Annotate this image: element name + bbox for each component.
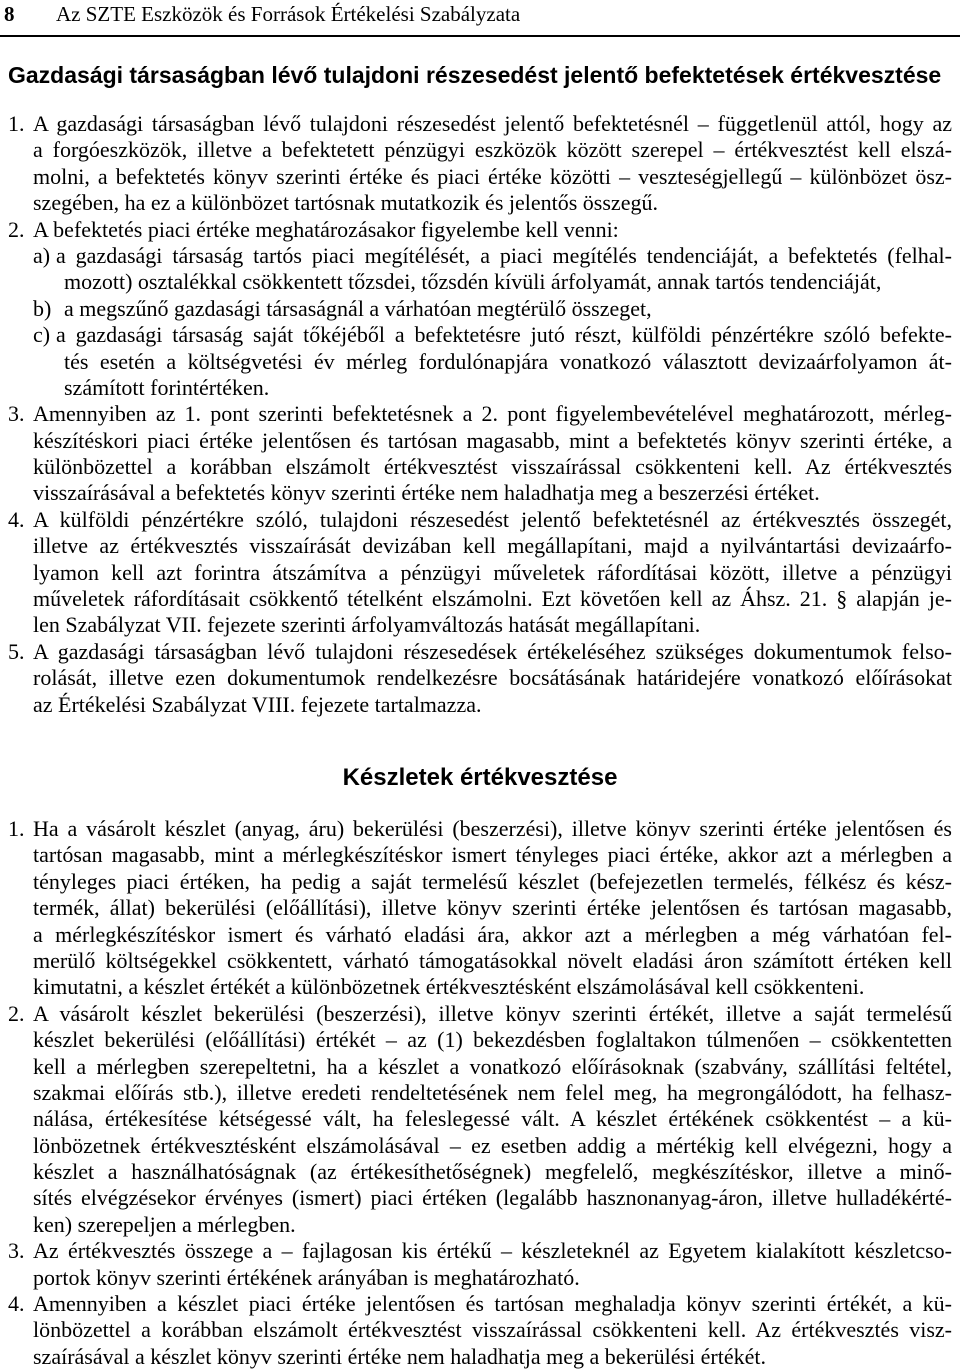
text-line: kell a mérlegben szerepeltetni, ha a készlet a vonatkozó előírásoknak (szabvány, szállítási feltétel,	[33, 1053, 952, 1079]
sub-item-label: c)	[33, 322, 51, 348]
text-line: A gazdasági társaságban lévő tulajdoni részesedést jelentő befektetésnél – függetlenül attól, hogy az	[33, 111, 952, 136]
text-line: mozott) osztalékkal csökkentett tőzsdei, tőzsdén kívüli árfolyamát, annak tartós tendenciáját,	[64, 269, 882, 295]
text-line: A vásárolt készlet bekerülési (beszerzési), illetve könyv szerinti értékét, illetve a saját termelésű	[33, 1000, 952, 1026]
sub-item-label: b)	[33, 295, 52, 321]
page-number: 8	[4, 2, 15, 26]
text-line: szakmai előírás stb.), illetve eredeti rendeltetésének nem felel meg, ha megrongálódott, ha felhasz-	[33, 1079, 952, 1105]
text-line: lönbözettel a korábban elszámolt értékvesztést visszaírással csökkenteni kell. Az értékvesztés visz-	[33, 1317, 952, 1343]
text-line: ken) szerepeljen a mérlegben.	[33, 1211, 296, 1237]
item-number: 4.	[8, 506, 25, 532]
text-line: A gazdasági társaságban lévő tulajdoni részesedések értékeléséhez szükséges dokumentumok felso-	[33, 638, 952, 664]
text-line: visszaírásával a befektetés könyv szerinti értéke nem haladhatja meg a beszerzési értéket.	[33, 480, 820, 506]
text-line: Amennyiben az 1. pont szerinti befektetésnek a 2. pont figyelembevételével meghatározott, mérleg-	[33, 401, 952, 427]
text-line: készlet bekerülési (előállítási) értékét – az (1) bekezdésben foglaltakon túlmenően – csökkentetten	[33, 1027, 952, 1053]
text-line: különbözettel a korábban elszámolt értékvesztést visszaírással csökkenteni kell. Az értékvesztés	[33, 454, 952, 480]
sub-item	[33, 322, 952, 401]
section-body	[0, 816, 960, 1370]
text-line: nálása, értékesítése kétségessé vált, ha feleslegessé vált. A készlet értékének csökkentést – a kü-	[33, 1106, 952, 1132]
item-number: 1.	[8, 111, 25, 136]
item-number: 3.	[8, 401, 25, 427]
item-number: 5.	[8, 638, 25, 664]
section-title: Készletek értékvesztése	[342, 764, 618, 791]
text-line: Ha a vásárolt készlet (anyag, áru) bekerülési (beszerzési), illetve könyv szerinti értéke jelentősen és	[33, 816, 952, 841]
numbered-item	[8, 638, 952, 718]
text-line: len Szabályzat VII. fejezete szerinti árfolyamváltozás hatását megállapítani.	[33, 612, 701, 638]
text-line: a gazdasági társaság tartós piaci megítélését, a piaci megítélés tendenciáját, a befektetés (felhal-	[56, 242, 952, 268]
numbered-item	[8, 401, 952, 507]
text-line: illetve az értékvesztés visszaírását devizában kell megállapítani, majd a nyilvántartási devizaárfo-	[33, 533, 952, 559]
text-line: a gazdasági társaság saját tőkéjéből a befektetésre jutó részt, külföldi pénzértékre szóló befekte-	[56, 322, 952, 348]
numbered-item	[8, 216, 952, 402]
item-number: 2.	[8, 1000, 25, 1026]
text-line: A külföldi pénzértékre szóló, tulajdoni részesedést jelentő befektetésnél az értékvesztés összegét,	[33, 506, 952, 532]
text-line: a forgóeszközök, illetve a befektetett pénzügyi eszközök között szerepel – értékvesztést kell elszá-	[33, 137, 952, 163]
text-line: termék, állat) bekerülési (előállítási), illetve könyv szerinti értéke jelentősen és tartósan magasabb,	[33, 895, 952, 921]
text-line: kimutatni, a készlet értékét a különbözetnek értékvesztésként elszámolásával kell csökkenteni.	[33, 974, 865, 1000]
text-line: tartósan magasabb, mint a mérlegkészítéskor ismert tényleges piaci értéke, akkor azt a mérlegben a	[33, 842, 952, 868]
numbered-item	[8, 1238, 952, 1291]
text-line: sítés elvégzésekor érvényes (ismert) piaci értéken (legalább hasznonanyag-áron, illetve hulladékérté-	[33, 1185, 952, 1211]
sub-item	[33, 295, 952, 322]
section-body	[0, 111, 960, 718]
running-title: Az SZTE Eszközök és Források Értékelési Szabályzata	[56, 2, 521, 26]
numbered-item	[8, 506, 952, 639]
text-line: lönbözetnek értékvesztésként elszámolásával – ez esetben addig a mértékig kell elvégezni, hogy a	[33, 1132, 952, 1158]
text-line: a mérlegkészítéskor ismert és várható eladási ára, akkor azt a mérlegben a még várhatóan fel-	[33, 921, 952, 947]
sub-item	[33, 242, 952, 296]
sub-item-label: a)	[33, 242, 51, 268]
text-line: az Értékelési Szabályzat VIII. fejezete tartalmazza.	[33, 691, 482, 717]
text-line: szegében, ha ez a különbözet tartósnak mutatkozik és jelentős összegű.	[33, 190, 658, 216]
text-line: A befektetés piaci értéke meghatározásakor figyelembe kell venni:	[33, 216, 619, 242]
numbered-item	[8, 816, 952, 1001]
text-line: molni, a befektetés könyv szerinti értéke és piaci értéke közötti – veszteségjellegű – különbözet ösz-	[33, 163, 952, 189]
numbered-item	[8, 111, 952, 217]
item-number: 1.	[8, 816, 25, 841]
item-number: 3.	[8, 1238, 25, 1264]
numbered-item	[8, 1291, 952, 1370]
text-line: rolását, illetve ezen dokumentumok rendelkezésre bocsátásának határidejére vonatkozó előírásokat	[33, 665, 952, 691]
text-line: számított forintértéken.	[64, 374, 270, 400]
item-number: 2.	[8, 216, 25, 242]
text-line: Amennyiben a készlet piaci értéke jelentősen és tartósan meghaladja könyv szerinti értékét, a kü-	[33, 1291, 952, 1317]
text-line: szaírásával a készlet könyv szerinti értéke nem haladhatja meg a bekerülési értékét.	[33, 1343, 766, 1369]
text-line: merülő költségekkel csökkentett, várható támogatásokkal növelt eladási áron számított értéken kell	[33, 947, 952, 973]
text-line: műveletek ráfordításait csökkentő tételként elszámolni. Ezt követően kell az Áhsz. 21. § alapján je-	[33, 586, 952, 612]
text-line: tés esetén a költségvetési év mérleg fordulónapjára vonatkozó választott devizaárfolyamon át-	[64, 348, 952, 374]
numbered-item	[8, 1000, 952, 1239]
text-line: tényleges piaci értéken, ha pedig a saját termelésű készlet (befejezetlen termelés, félkész és kész-	[33, 868, 952, 894]
section-title: Gazdasági társaságban lévő tulajdoni részesedést jelentő befektetések értékvesztése	[8, 62, 942, 88]
item-number: 4.	[8, 1291, 25, 1317]
text-line: Az értékvesztés összege a – fajlagosan kis értékű – készleteknél az Egyetem kialakított készletcso-	[33, 1238, 952, 1264]
text-line: lyamon kell azt forintra átszámítva a pénzügyi műveletek ráfordításai között, illetve a pénzügyi	[33, 559, 952, 585]
header-rule	[0, 35, 960, 37]
text-line: a megszűnő gazdasági társaságnál a várhatóan megtérülő összeget,	[64, 295, 652, 321]
text-line: készítéskori piaci értéke jelentősen és tartósan magasabb, mint a befektetés könyv szerinti értéke, a	[33, 427, 952, 453]
text-line: portok könyv szerinti értékének arányában is meghatározható.	[33, 1264, 580, 1290]
text-line: készlet a használhatóságnak (az értékesíthetőségnek) megfelelő, megkészítéskor, illetve a minő-	[33, 1159, 952, 1185]
